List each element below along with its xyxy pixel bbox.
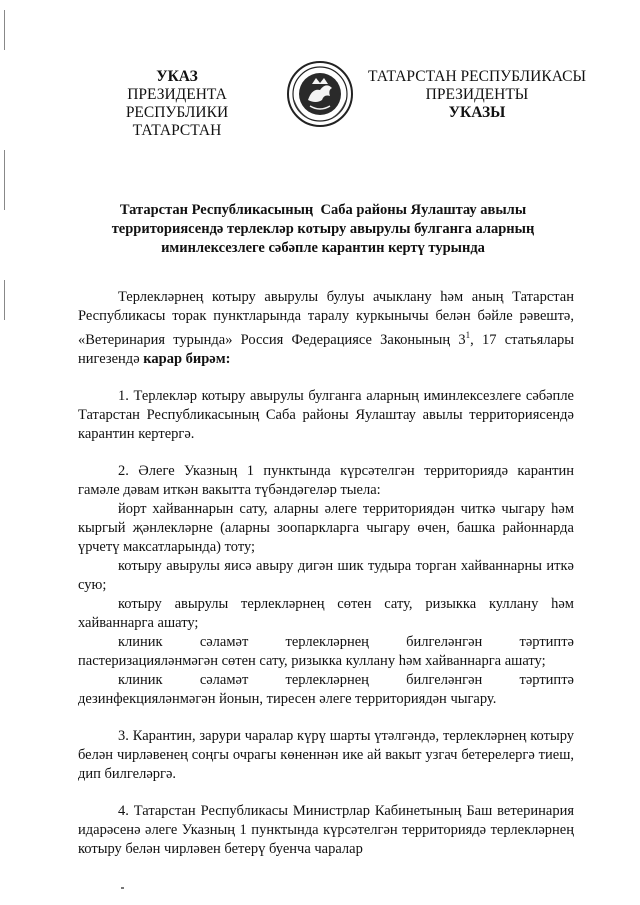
word: сәламәт bbox=[199, 633, 249, 650]
scan-artifact bbox=[121, 887, 124, 889]
coat-of-arms-tatarstan-icon bbox=[286, 60, 354, 128]
word: терлекләрнең bbox=[285, 671, 369, 688]
scan-edge-mark bbox=[4, 280, 5, 320]
word: сәламәт bbox=[199, 671, 249, 688]
decree-title bbox=[88, 201, 558, 258]
preamble-text-after: , 17 статьялары нигезендә bbox=[78, 331, 574, 367]
header-right-title: УКАЗЫ bbox=[448, 104, 506, 121]
header-right-line2: ПРЕЗИДЕНТЫ bbox=[425, 86, 529, 103]
word: тәртиптә bbox=[519, 671, 574, 688]
header-left-line2: ПРЕЗИДЕНТА bbox=[127, 86, 227, 103]
preamble-paragraph bbox=[78, 288, 574, 369]
decree-title-line1: Татарстан Республикасының Саба районы Яулаштау авылы bbox=[119, 202, 527, 218]
item-2-bullet-4-line1 bbox=[78, 633, 574, 652]
word: тәртиптә bbox=[519, 633, 574, 650]
decree-title-line2: территориясендә терлекләр котыру авырулы булганга аларның bbox=[111, 221, 535, 237]
item-4: 4. Татарстан Республикасы Министрлар Кабинетының Баш ветеринария идарәсенә әлеге Указның 1 пунктында күрсәтелгән территориядә терлекләрнең котыру белән чирләвен бетерү буенча чаралар bbox=[78, 802, 574, 857]
item-2-bullet-2: котыру авырулы яисә авыру дигән шик тудыра торган хайваннарны иткә сую; bbox=[78, 557, 574, 593]
item-2-bullet-5-line1 bbox=[78, 671, 574, 690]
word: билгеләнгән bbox=[406, 633, 483, 650]
item-2-bullet-4-line2: пастеризацияләнмәгән сөтен сату, ризыкка куллану һәм хайваннарга ашату; bbox=[78, 652, 546, 669]
decree-body bbox=[78, 288, 574, 859]
word: клиник bbox=[118, 633, 163, 650]
preamble-sup: 1 bbox=[465, 330, 471, 340]
word: билгеләнгән bbox=[406, 671, 483, 688]
preamble-text: Терлекләрнең котыру авырулы булуы ачыклану һәм аның Татарстан Республикасы торак пунктларында таралу куркынычы белән бәйле рәвештә, «Ветеринария турында» Россия Федерациясе Законының 3 bbox=[78, 289, 574, 348]
word: клиник bbox=[118, 671, 163, 688]
preamble-bold: карар бирәм: bbox=[143, 350, 231, 367]
scan-edge-mark bbox=[4, 10, 5, 50]
item-1: 1. Терлекләр котыру авырулы булганга аларның иминлексезлеге сәбәпле Татарстан Республикасының Саба районы Яулаштау авылы территориясендә карантин кертергә. bbox=[78, 387, 574, 442]
word: терлекләрнең bbox=[285, 633, 369, 650]
item-2-bullet-3: котыру авырулы терлекләрнең сөтен сату, ризыкка куллану һәм хайваннарга ашату; bbox=[78, 595, 574, 631]
header-left bbox=[82, 68, 272, 140]
item-2-bullet-5-line2: дезинфекцияләнмәгән йонын, тиресен әлеге территориядән чыгару. bbox=[78, 690, 497, 707]
header-left-title: УКАЗ bbox=[156, 68, 198, 85]
item-3: 3. Карантин, зарури чаралар күрү шарты үтәлгәндә, терлекләрнең котыру белән чирләвенең соңгы очрагы көненнән ике ай вакыт узгач бетерелергә тиеш, дип билгеләргә. bbox=[78, 727, 574, 782]
item-2-intro: 2. Әлеге Указның 1 пунктында күрсәтелгән территориядә карантин гамәле дәвам иткән вакытта түбәндәгеләр тыела: bbox=[78, 462, 574, 498]
decree-title-line3: иминлексезлеге сәбәпле карантин кертү турында bbox=[161, 240, 485, 256]
header-left-line3: РЕСПУБЛИКИ ТАТАРСТАН bbox=[125, 104, 229, 139]
item-2-bullet-1: йорт хайваннарын сату, аларны әлеге территориядән читкә чыгару һәм кыргый җәнлекләрне (аларны зоопаркларга чыгару өчен, башка районнарда үрчетү максатларында) тоту; bbox=[78, 500, 574, 555]
scan-edge-mark bbox=[4, 150, 5, 210]
header-right bbox=[362, 68, 592, 122]
header-right-line1: ТАТАРСТАН РЕСПУБЛИКАСЫ bbox=[368, 68, 586, 85]
